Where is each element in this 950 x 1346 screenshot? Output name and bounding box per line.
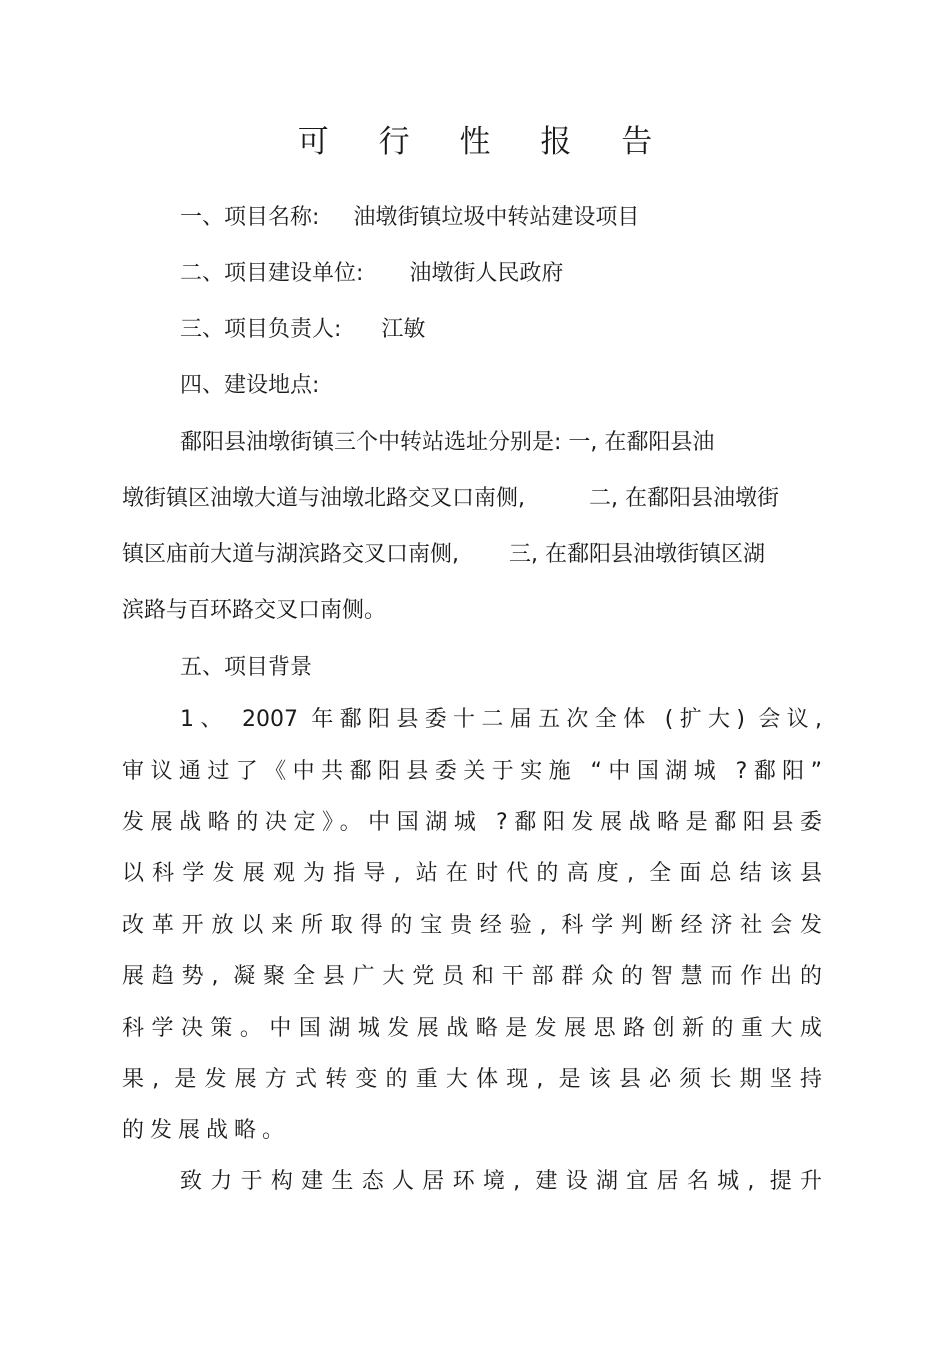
- project-unit-row: [180, 259, 563, 289]
- site-line-2: [122, 484, 779, 514]
- background-line-8: 果, 是发展方式转变的重大体现, 是该县必须长期坚持: [122, 1067, 822, 1092]
- project-leader-label: 三、项目负责人:: [180, 317, 342, 342]
- project-unit-value: 油墩街人民政府: [409, 261, 564, 286]
- site-line-4: 滨路与百环路交叉口南侧。: [122, 598, 387, 623]
- background-line-6: 展趋势, 凝聚全县广大党员和干部群众的智慧而作出的: [122, 964, 822, 989]
- background-label: 五、项目背景: [180, 655, 313, 680]
- background-line-3: 发展战略的决定》。中国湖城 ?鄱阳发展战略是鄱阳县委: [122, 810, 822, 835]
- background-line-5: 改革开放以来所取得的宝贵经验, 科学判断经济社会发: [122, 913, 822, 938]
- document-title: 可 行 性 报 告: [297, 124, 673, 160]
- next-paragraph-line-1: 致力于构建生态人居环境, 建设湖宜居名城, 提升: [180, 1169, 822, 1194]
- site-line-3: [122, 540, 765, 570]
- site-label: 四、建设地点:: [180, 373, 320, 398]
- project-name-value: 油墩街镇垃圾中转站建设项目: [353, 205, 640, 230]
- site-line-3a: 镇区庙前大道与湖滨路交叉口南侧,: [122, 542, 459, 567]
- background-line-7: 科学决策。中国湖城发展战略是发展思路创新的重大成: [122, 1016, 822, 1041]
- background-line-4: 以科学发展观为指导, 站在时代的高度, 全面总结该县: [122, 861, 822, 886]
- background-line-2: 审议通过了《中共鄱阳县委关于实施 “中国湖城 ?鄱阳”: [122, 759, 822, 784]
- project-name-label: 一、项目名称:: [180, 205, 320, 230]
- site-line-1: 鄱阳县油墩街镇三个中转站选址分别是: 一, 在鄱阳县油: [180, 430, 715, 455]
- project-name-row: [180, 203, 639, 233]
- project-unit-label: 二、项目建设单位:: [180, 261, 364, 286]
- background-line-9: 的发展战略。: [122, 1118, 291, 1143]
- site-line-2b: 二, 在鄱阳县油墩街: [589, 486, 779, 511]
- site-line-3b: 三, 在鄱阳县油墩街镇区湖: [509, 542, 765, 567]
- site-line-2a: 墩街镇区油墩大道与油墩北路交叉口南侧,: [122, 486, 525, 511]
- project-leader-row: [180, 315, 425, 345]
- background-line-1: 1、 2007 年鄱阳县委十二届五次全体 (扩大) 会议,: [180, 707, 822, 732]
- project-leader-value: 江敏: [381, 317, 426, 342]
